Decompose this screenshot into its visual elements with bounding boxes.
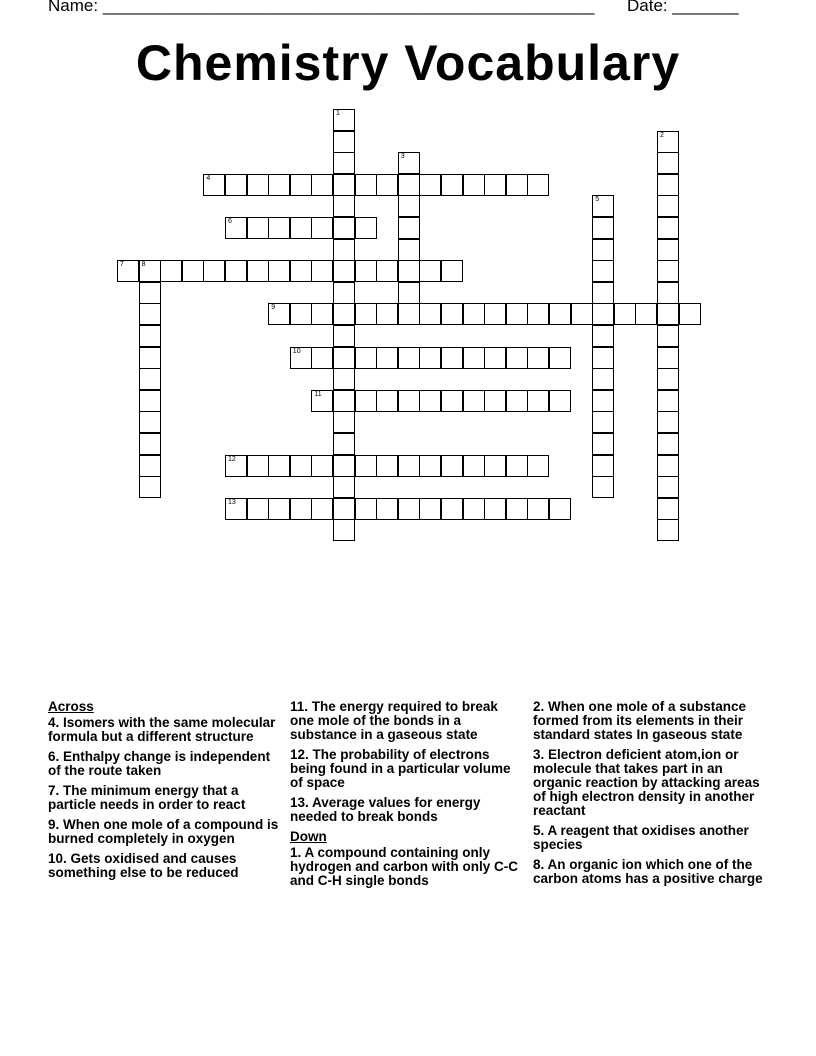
grid-cell[interactable] bbox=[441, 498, 463, 520]
grid-cell[interactable] bbox=[549, 303, 571, 325]
grid-cell[interactable] bbox=[290, 455, 312, 477]
grid-cell[interactable] bbox=[592, 325, 614, 347]
grid-cell[interactable] bbox=[506, 303, 528, 325]
grid-cell[interactable] bbox=[311, 390, 333, 412]
grid-cell[interactable] bbox=[592, 195, 614, 217]
grid-cell[interactable] bbox=[333, 476, 355, 498]
grid-cell[interactable] bbox=[463, 303, 485, 325]
grid-cell[interactable] bbox=[139, 368, 161, 390]
grid-cell[interactable] bbox=[592, 260, 614, 282]
clue-across-9: 9. When one mole of a compound is burned completely in oxygen bbox=[48, 817, 279, 846]
grid-cell[interactable] bbox=[376, 260, 398, 282]
grid-cell[interactable] bbox=[657, 152, 679, 174]
grid-cell[interactable] bbox=[311, 217, 333, 239]
grid-cell[interactable] bbox=[657, 195, 679, 217]
grid-cell[interactable] bbox=[182, 260, 204, 282]
grid-cell[interactable] bbox=[441, 260, 463, 282]
grid-cell[interactable] bbox=[333, 131, 355, 153]
grid-cell[interactable] bbox=[268, 174, 290, 196]
grid-cell[interactable] bbox=[527, 455, 549, 477]
grid-cell[interactable] bbox=[463, 347, 485, 369]
grid-cell[interactable] bbox=[657, 282, 679, 304]
clue-across-7: 7. The minimum energy that a particle needs in order to react bbox=[48, 783, 246, 812]
grid-cell[interactable] bbox=[225, 217, 247, 239]
grid-cell[interactable] bbox=[311, 174, 333, 196]
grid-cell[interactable] bbox=[657, 433, 679, 455]
grid-cell[interactable] bbox=[139, 433, 161, 455]
grid-cell[interactable] bbox=[592, 433, 614, 455]
grid-cell[interactable] bbox=[139, 303, 161, 325]
clue-number: 6 bbox=[228, 218, 232, 225]
grid-cell[interactable] bbox=[333, 109, 355, 131]
grid-cell[interactable] bbox=[463, 498, 485, 520]
grid-cell[interactable] bbox=[376, 347, 398, 369]
grid-cell[interactable] bbox=[657, 131, 679, 153]
clue-number: 1 bbox=[336, 110, 340, 117]
grid-cell[interactable] bbox=[290, 347, 312, 369]
grid-cell[interactable] bbox=[268, 498, 290, 520]
clues-column-2 bbox=[290, 700, 522, 894]
grid-cell[interactable] bbox=[506, 174, 528, 196]
grid-cell[interactable] bbox=[398, 239, 420, 261]
grid-cell[interactable] bbox=[333, 433, 355, 455]
grid-cell[interactable] bbox=[592, 239, 614, 261]
grid-cell[interactable] bbox=[247, 174, 269, 196]
grid-cell[interactable] bbox=[657, 174, 679, 196]
date-field-label: Date: _______ bbox=[627, 0, 739, 15]
grid-cell[interactable] bbox=[355, 455, 377, 477]
grid-cell[interactable] bbox=[311, 455, 333, 477]
grid-cell[interactable] bbox=[203, 260, 225, 282]
grid-cell[interactable] bbox=[268, 303, 290, 325]
grid-cell[interactable] bbox=[247, 260, 269, 282]
grid-cell[interactable] bbox=[139, 260, 161, 282]
grid-cell[interactable] bbox=[376, 498, 398, 520]
grid-cell[interactable] bbox=[419, 498, 441, 520]
clue-down-5: 5. A reagent that oxidises another species bbox=[533, 823, 749, 852]
grid-cell[interactable] bbox=[376, 390, 398, 412]
clue-number: 12 bbox=[228, 455, 236, 463]
grid-cell[interactable] bbox=[398, 455, 420, 477]
name-field-label: Name: ____________________________________________________ bbox=[48, 0, 595, 15]
grid-cell[interactable] bbox=[657, 303, 679, 325]
clue-down-1: 1. A compound containing only hydrogen and carbon with only C-C and C-H single bonds bbox=[290, 845, 519, 888]
grid-cell[interactable] bbox=[247, 455, 269, 477]
grid-cell[interactable] bbox=[527, 303, 549, 325]
grid-cell[interactable] bbox=[657, 325, 679, 347]
grid-cell[interactable] bbox=[355, 347, 377, 369]
grid-cell[interactable] bbox=[311, 498, 333, 520]
grid-cell[interactable] bbox=[355, 174, 377, 196]
grid-cell[interactable] bbox=[657, 347, 679, 369]
grid-cell[interactable] bbox=[225, 455, 247, 477]
grid-cell[interactable] bbox=[657, 498, 679, 520]
grid-cell[interactable] bbox=[290, 174, 312, 196]
clue-number: 4 bbox=[206, 174, 211, 182]
grid-cell[interactable] bbox=[419, 260, 441, 282]
clue-across-11: 11. The energy required to break one mole of the bonds in a substance in a gaseous state bbox=[290, 699, 498, 742]
grid-cell[interactable] bbox=[657, 519, 679, 541]
grid-cell[interactable] bbox=[657, 390, 679, 412]
grid-cell[interactable] bbox=[419, 174, 441, 196]
grid-cell[interactable] bbox=[376, 455, 398, 477]
grid-cell[interactable] bbox=[506, 347, 528, 369]
clue-down-8: 8. An organic ion which one of the carbon atoms has a positive charge bbox=[533, 857, 763, 886]
grid-cell[interactable] bbox=[290, 260, 312, 282]
grid-cell[interactable] bbox=[441, 390, 463, 412]
clue-across-10: 10. Gets oxidised and causes something else to be reduced bbox=[48, 851, 239, 880]
grid-cell[interactable] bbox=[139, 282, 161, 304]
grid-cell[interactable] bbox=[203, 174, 225, 196]
grid-cell[interactable] bbox=[657, 260, 679, 282]
grid-cell[interactable] bbox=[311, 347, 333, 369]
grid-cell[interactable] bbox=[290, 498, 312, 520]
clue-number: 8 bbox=[141, 261, 146, 269]
grid-cell[interactable] bbox=[268, 217, 290, 239]
grid-cell[interactable] bbox=[355, 303, 377, 325]
grid-cell[interactable] bbox=[592, 347, 614, 369]
grid-cell[interactable] bbox=[484, 455, 506, 477]
grid-cell[interactable] bbox=[592, 282, 614, 304]
grid-cell[interactable] bbox=[398, 260, 420, 282]
grid-cell[interactable] bbox=[333, 152, 355, 174]
grid-cell[interactable] bbox=[398, 498, 420, 520]
clue-number: 10 bbox=[292, 347, 301, 355]
grid-cell[interactable] bbox=[398, 390, 420, 412]
grid-cell[interactable] bbox=[247, 217, 269, 239]
grid-cell[interactable] bbox=[355, 217, 377, 239]
grid-cell[interactable] bbox=[506, 455, 528, 477]
grid-cell[interactable] bbox=[527, 390, 549, 412]
page-title: Chemistry Vocabulary bbox=[135, 35, 681, 91]
grid-cell[interactable] bbox=[484, 303, 506, 325]
clue-number: 9 bbox=[271, 304, 276, 312]
clues-column-3 bbox=[533, 700, 765, 892]
grid-cell[interactable] bbox=[247, 498, 269, 520]
grid-cell[interactable] bbox=[592, 303, 614, 325]
clue-down-2: 2. When one mole of a substance formed from its elements in their standard states In gaseous state bbox=[533, 699, 747, 742]
clue-across-4: 4. Isomers with the same molecular formula but a different structure bbox=[48, 715, 276, 744]
grid-cell[interactable] bbox=[311, 303, 333, 325]
grid-cell[interactable] bbox=[679, 303, 701, 325]
grid-cell[interactable] bbox=[225, 498, 247, 520]
grid-cell[interactable] bbox=[657, 239, 679, 261]
clue-down-3: 3. Electron deficient atom,ion or molecule that takes part in an organic reaction by attacking areas of high electron density in another reactant bbox=[533, 747, 760, 818]
grid-cell[interactable] bbox=[117, 260, 139, 282]
grid-cell[interactable] bbox=[333, 498, 355, 520]
grid-cell[interactable] bbox=[463, 455, 485, 477]
grid-cell[interactable] bbox=[549, 390, 571, 412]
grid-cell[interactable] bbox=[139, 455, 161, 477]
grid-cell[interactable] bbox=[635, 303, 657, 325]
grid-cell[interactable] bbox=[592, 217, 614, 239]
grid-cell[interactable] bbox=[441, 303, 463, 325]
grid-cell[interactable] bbox=[268, 260, 290, 282]
grid-cell[interactable] bbox=[139, 476, 161, 498]
grid-cell[interactable] bbox=[355, 260, 377, 282]
grid-cell[interactable] bbox=[398, 347, 420, 369]
grid-cell[interactable] bbox=[592, 411, 614, 433]
grid-cell[interactable] bbox=[549, 347, 571, 369]
grid-cell[interactable] bbox=[657, 476, 679, 498]
grid-cell[interactable] bbox=[333, 347, 355, 369]
grid-cell[interactable] bbox=[398, 174, 420, 196]
grid-cell[interactable] bbox=[333, 217, 355, 239]
grid-cell[interactable] bbox=[333, 390, 355, 412]
grid-cell[interactable] bbox=[441, 174, 463, 196]
grid-cell[interactable] bbox=[527, 347, 549, 369]
grid-cell[interactable] bbox=[333, 303, 355, 325]
grid-cell[interactable] bbox=[419, 455, 441, 477]
clue-number: 7 bbox=[120, 261, 124, 269]
grid-cell[interactable] bbox=[333, 411, 355, 433]
grid-cell[interactable] bbox=[657, 217, 679, 239]
grid-cell[interactable] bbox=[506, 498, 528, 520]
grid-cell[interactable] bbox=[355, 498, 377, 520]
grid-cell[interactable] bbox=[592, 368, 614, 390]
clue-number: 5 bbox=[595, 196, 600, 204]
grid-cell[interactable] bbox=[592, 476, 614, 498]
grid-cell[interactable] bbox=[355, 390, 377, 412]
clue-across-12: 12. The probability of electrons being found in a particular volume of space bbox=[290, 747, 511, 790]
grid-cell[interactable] bbox=[441, 455, 463, 477]
grid-cell[interactable] bbox=[657, 411, 679, 433]
grid-cell[interactable] bbox=[333, 195, 355, 217]
grid-cell[interactable] bbox=[290, 303, 312, 325]
grid-cell[interactable] bbox=[506, 390, 528, 412]
grid-cell[interactable] bbox=[419, 303, 441, 325]
grid-cell[interactable] bbox=[614, 303, 636, 325]
grid-cell[interactable] bbox=[376, 174, 398, 196]
grid-cell[interactable] bbox=[527, 174, 549, 196]
grid-cell[interactable] bbox=[484, 174, 506, 196]
grid-cell[interactable] bbox=[398, 282, 420, 304]
down-heading: Down bbox=[290, 829, 327, 844]
clue-across-6: 6. Enthalpy change is independent of the route taken bbox=[48, 749, 271, 778]
grid-cell[interactable] bbox=[419, 390, 441, 412]
grid-cell[interactable] bbox=[398, 303, 420, 325]
grid-cell[interactable] bbox=[139, 325, 161, 347]
grid-cell[interactable] bbox=[592, 455, 614, 477]
grid-cell[interactable] bbox=[527, 498, 549, 520]
grid-cell[interactable] bbox=[333, 519, 355, 541]
grid-cell[interactable] bbox=[225, 260, 247, 282]
grid-cell[interactable] bbox=[398, 195, 420, 217]
grid-cell[interactable] bbox=[268, 455, 290, 477]
grid-cell[interactable] bbox=[592, 390, 614, 412]
grid-cell[interactable] bbox=[311, 260, 333, 282]
grid-cell[interactable] bbox=[484, 498, 506, 520]
clue-number: 13 bbox=[228, 498, 236, 506]
grid-cell[interactable] bbox=[484, 390, 506, 412]
grid-cell[interactable] bbox=[484, 347, 506, 369]
grid-cell[interactable] bbox=[333, 368, 355, 390]
grid-cell[interactable] bbox=[398, 152, 420, 174]
grid-cell[interactable] bbox=[333, 174, 355, 196]
grid-cell[interactable] bbox=[333, 325, 355, 347]
grid-cell[interactable] bbox=[333, 260, 355, 282]
grid-cell[interactable] bbox=[333, 239, 355, 261]
grid-cell[interactable] bbox=[463, 174, 485, 196]
grid-cell[interactable] bbox=[139, 411, 161, 433]
grid-cell[interactable] bbox=[160, 260, 182, 282]
grid-cell[interactable] bbox=[139, 390, 161, 412]
clue-number: 2 bbox=[660, 131, 664, 139]
grid-cell[interactable] bbox=[657, 368, 679, 390]
clue-number: 11 bbox=[314, 390, 322, 398]
grid-cell[interactable] bbox=[657, 455, 679, 477]
grid-cell[interactable] bbox=[419, 347, 441, 369]
clue-number: 3 bbox=[400, 153, 405, 161]
grid-cell[interactable] bbox=[398, 217, 420, 239]
grid-cell[interactable] bbox=[333, 455, 355, 477]
grid-cell[interactable] bbox=[225, 174, 247, 196]
across-heading: Across bbox=[48, 699, 94, 714]
grid-cell[interactable] bbox=[571, 303, 593, 325]
grid-cell[interactable] bbox=[441, 347, 463, 369]
grid-cell[interactable] bbox=[333, 282, 355, 304]
grid-cell[interactable] bbox=[139, 347, 161, 369]
grid-cell[interactable] bbox=[549, 498, 571, 520]
grid-cell[interactable] bbox=[290, 217, 312, 239]
clue-across-13: 13. Average values for energy needed to break bonds bbox=[290, 795, 481, 824]
clues-column-1 bbox=[48, 700, 280, 886]
grid-cell[interactable] bbox=[376, 303, 398, 325]
grid-cell[interactable] bbox=[463, 390, 485, 412]
